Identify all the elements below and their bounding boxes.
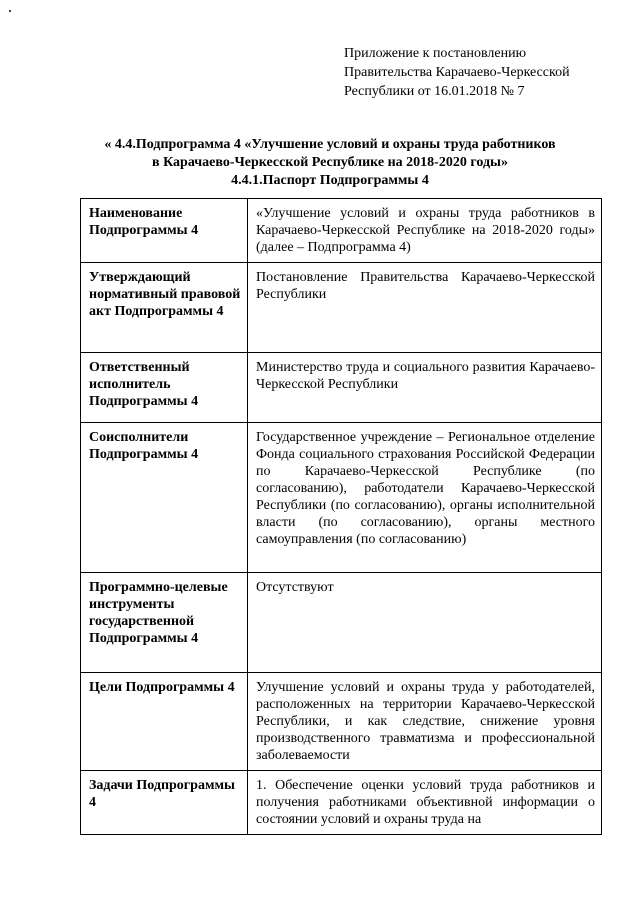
row-label: Ответственный исполнитель Подпрограммы 4 [81, 353, 248, 423]
row-value: Отсутствуют [248, 573, 602, 673]
row-value: Улучшение условий и охраны труда у работодателей, расположенных на территории Карачаево-Черкесской Республики, и как следствие, снижение уровня производственного травматизма и профессиональной заболеваемости [248, 673, 602, 771]
row-label: Соисполнители Подпрограммы 4 [81, 423, 248, 573]
appendix-line: Правительства Карачаево-Черкесской [344, 65, 570, 80]
row-value: Постановление Правительства Карачаево-Черкесской Республики [248, 263, 602, 353]
appendix-line: Приложение к постановлению [344, 46, 527, 61]
row-label: Цели Подпрограммы 4 [81, 673, 248, 771]
scan-speck [9, 10, 11, 12]
row-value: «Улучшение условий и охраны труда работников в Карачаево-Черкесской Республике на 2018-2020 годы» (далее – Подпрограмма 4) [248, 199, 602, 263]
table-row [81, 771, 602, 835]
row-value: 1. Обеспечение оценки условий труда работников и получения работниками объективной информации о состоянии условий и охраны труда на [248, 771, 602, 835]
title-line: в Карачаево-Черкесской Республике на 2018-2020 годы» [152, 155, 508, 170]
table-row [81, 263, 602, 353]
table-row [81, 573, 602, 673]
document-title [40, 136, 620, 190]
row-value: Государственное учреждение – Региональное отделение Фонда социального страхования Российской Федерации по Карачаево-Черкесской Республике (по согласованию), работодатели Карачаево-Черкесской Республики (по согласованию), органы исполнительной власти (по согласованию), органы местного самоуправления (по согласованию) [248, 423, 602, 573]
title-line: 4.4.1.Паспорт Подпрограммы 4 [231, 173, 429, 188]
appendix-line: Республики от 16.01.2018 № 7 [344, 84, 525, 99]
table-row [81, 353, 602, 423]
table-row [81, 423, 602, 573]
table-row [81, 673, 602, 771]
table-row [81, 199, 602, 263]
row-label: Программно-целевые инструменты государственной Подпрограммы 4 [81, 573, 248, 673]
row-label: Задачи Подпрограммы 4 [81, 771, 248, 835]
row-label: Наименование Подпрограммы 4 [81, 199, 248, 263]
appendix-note [344, 44, 634, 101]
row-label: Утверждающий нормативный правовой акт Подпрограммы 4 [81, 263, 248, 353]
row-value: Министерство труда и социального развития Карачаево-Черкесской Республики [248, 353, 602, 423]
title-line: « 4.4.Подпрограмма 4 «Улучшение условий и охраны труда работников [104, 137, 556, 152]
passport-table [80, 198, 602, 835]
